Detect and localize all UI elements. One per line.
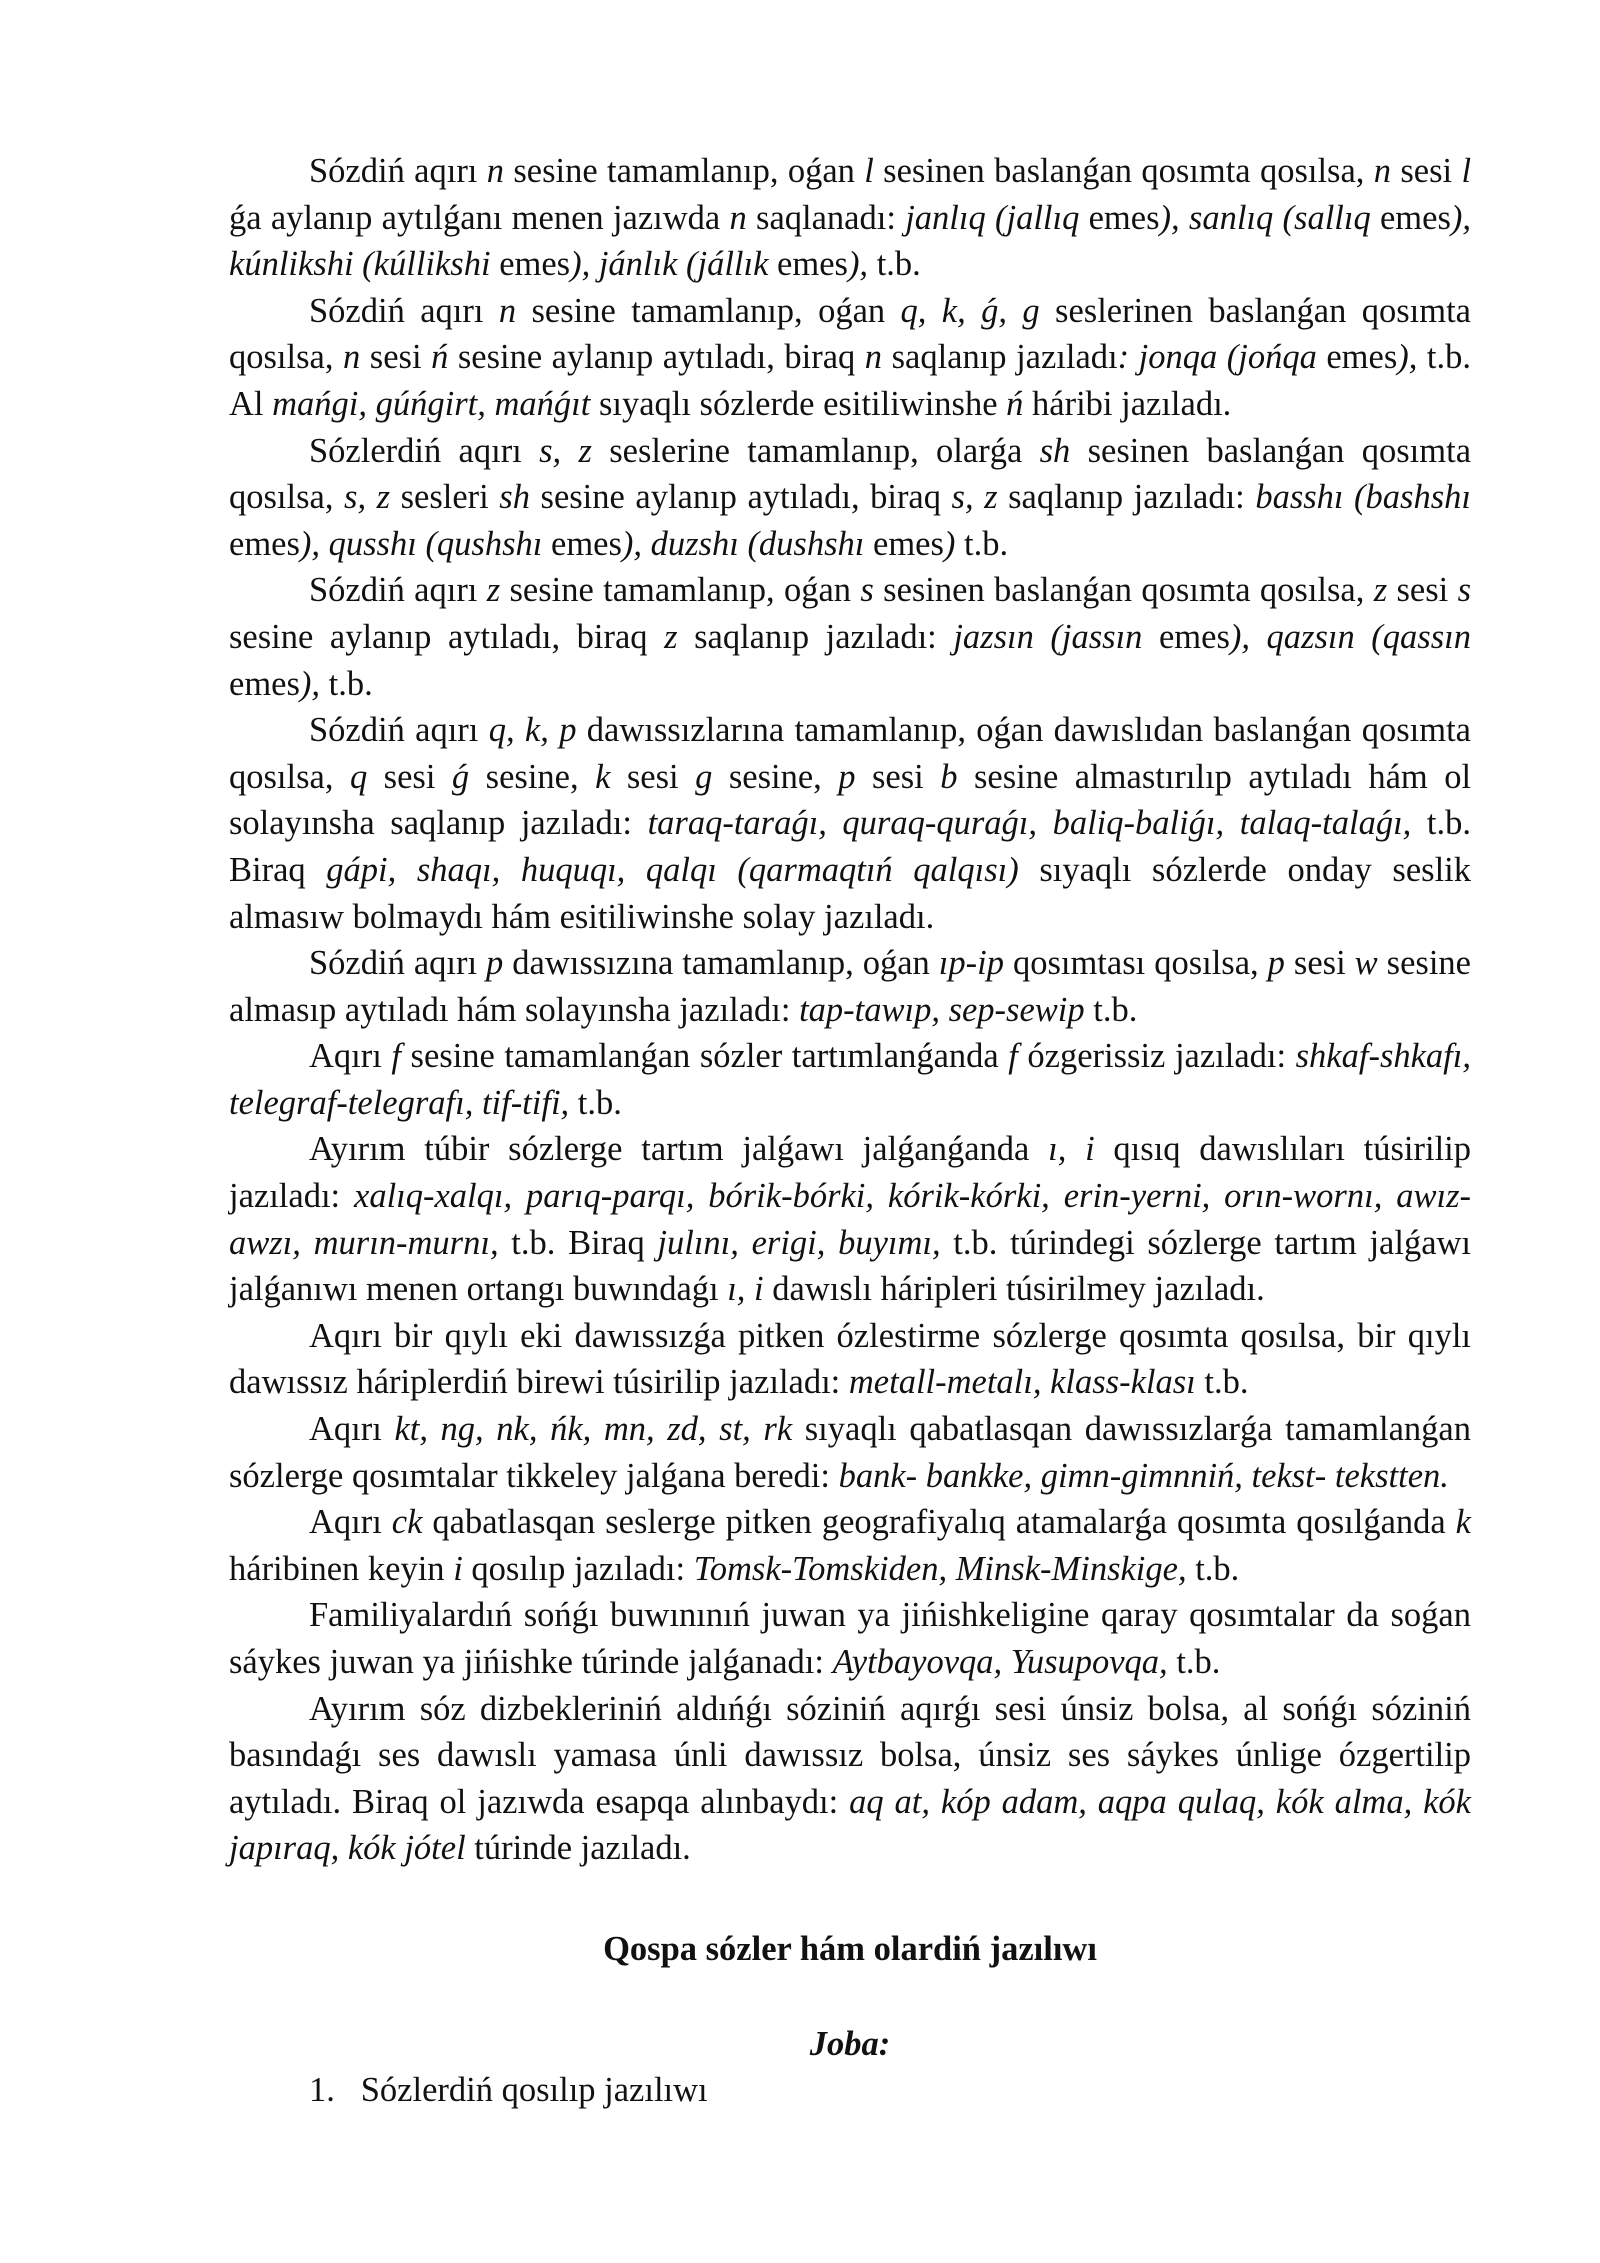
text-run: sesi xyxy=(360,338,432,377)
italic-text: z xyxy=(664,617,678,656)
italic-text: sh xyxy=(1039,431,1071,470)
italic-text: gápi, shaqı, huquqı, qalqı (qarmaqtıń qalqısı) xyxy=(326,850,1019,889)
text-run: sıyaqlı qabatlasqan dawıssızlarǵa tamamlanǵan sózlerge qosımtalar tikkeley jalǵana beredi: xyxy=(229,1410,1471,1495)
text-run: sesi xyxy=(1284,944,1355,983)
text-run: dawıssızlarına tamamlanıp, oǵan dawıslıdan baslanǵan qosımta qosılsa, xyxy=(229,711,1471,796)
italic-text: ), xyxy=(847,245,869,284)
list-item-number: 1. xyxy=(309,2071,335,2110)
text-run: seslerinen baslanǵan qosımta qosılsa, xyxy=(229,291,1471,377)
paragraph xyxy=(229,1499,1471,1592)
text-run: t.b. xyxy=(955,524,1009,563)
text-run: emes xyxy=(490,245,571,284)
italic-text: ı, i xyxy=(727,1270,764,1309)
text-run: t.b. xyxy=(868,245,921,284)
body-text xyxy=(229,148,1471,1872)
paragraph xyxy=(229,1406,1471,1499)
text-run: t.b. Biraq xyxy=(229,804,1471,889)
text-run: sesine, xyxy=(712,757,839,796)
italic-text: tap-tawıp, sep-sewip xyxy=(799,990,1085,1029)
paragraph xyxy=(229,1313,1471,1406)
text-run: Aqırı xyxy=(309,1503,392,1542)
italic-text: ń xyxy=(431,338,449,377)
text-run: sesinen baslanǵan qosımta qosılsa, xyxy=(229,431,1472,517)
italic-text: sh xyxy=(499,478,530,517)
paragraph xyxy=(229,428,1471,568)
italic-text: n xyxy=(498,291,517,330)
text-run: Sózlerdiń aqırı xyxy=(309,431,540,470)
italic-text: Aytbayovqa, Yusupovqa, xyxy=(832,1643,1168,1681)
italic-text: ), jánlık (jállık xyxy=(570,245,769,284)
text-run: sesine almastırılıp aytıladı hám ol solayınsha saqlanıp jazıladı: xyxy=(229,757,1472,843)
italic-text: l xyxy=(864,152,874,190)
text-run: sesine aylanıp aytıladı, biraq xyxy=(529,478,952,517)
text-run: emes xyxy=(768,245,848,284)
text-run: saqlanıp jazıladı: xyxy=(677,617,954,656)
text-run: Aqırı bir qıylı eki dawıssızǵa pitken ózlestirme sózlerge qosımta qosılsa, bir qıylı dawıssız háriplerdiń birewi túsirilip jazıladı: xyxy=(229,1316,1471,1402)
text-run: t.b. xyxy=(1195,1363,1249,1402)
text-run: sesine almasıp aytıladı hám solayınsha jazıladı: xyxy=(229,944,1471,1029)
italic-text: ), xyxy=(299,664,321,703)
text-run: sesine tamamlanıp, oǵan xyxy=(500,571,861,610)
text-run: sesine, xyxy=(469,757,596,796)
text-run: t.b. Al xyxy=(229,338,1471,423)
text-run: sesine tamamlanıp, oǵan xyxy=(516,291,901,330)
italic-text: jazsın (jassın xyxy=(953,617,1143,656)
italic-text: l xyxy=(1461,152,1472,190)
italic-text: f xyxy=(1008,1037,1018,1076)
text-run: t.b. Biraq xyxy=(498,1223,658,1262)
italic-text: ǵ xyxy=(451,757,470,796)
italic-text: p xyxy=(838,757,856,796)
italic-text: s xyxy=(860,571,874,610)
text-run: sesinen baslanǵan qosımta qosılsa, xyxy=(873,152,1374,190)
italic-text: ), duzshı (dushshı xyxy=(621,524,865,563)
italic-text: : jonqa (jońqa xyxy=(1117,338,1317,377)
italic-text: mańgi, gúńgirt, mańǵıt xyxy=(272,384,591,423)
italic-text: ), qusshı (qushshı xyxy=(299,524,543,563)
text-run: sesine aylanıp aytıladı, biraq xyxy=(448,338,865,377)
italic-text: Tomsk-Tomskiden, Minsk-Minskige, xyxy=(693,1549,1187,1588)
italic-text: n xyxy=(486,152,504,190)
paragraph xyxy=(229,1033,1471,1126)
text-run: sesi xyxy=(1391,152,1462,190)
text-run: sıyaqlı sózlerde onday seslik almasıw bolmaydı hám esitiliwinshe solay jazıladı. xyxy=(229,850,1471,936)
italic-text: s, z xyxy=(951,478,998,517)
italic-text: q xyxy=(349,757,368,796)
text-run: qosımtası qosılsa, xyxy=(1003,944,1268,983)
section-heading: Qospa sózler hám olardiń jazılıwı xyxy=(603,1929,1097,1968)
plan-list xyxy=(229,2067,1471,2114)
text-run: t.b. xyxy=(1186,1549,1240,1588)
italic-text: bank- bankke, gimn-gimnniń, tekst- tekstten. xyxy=(838,1456,1449,1495)
document-page xyxy=(229,148,1471,2114)
text-run: saqlanıp jazıladı xyxy=(882,338,1118,377)
italic-text: janlıq (jallıq xyxy=(905,198,1080,237)
text-run: sesine aylanıp aytıladı, biraq xyxy=(229,617,665,656)
italic-text: q, k, p xyxy=(488,711,577,750)
italic-text: w xyxy=(1354,944,1378,983)
italic-text: n xyxy=(864,338,883,377)
plan-title: Joba: xyxy=(809,2024,891,2063)
italic-text: g xyxy=(695,757,713,796)
paragraph xyxy=(229,1126,1471,1312)
text-run: dawıslı háripleri túsirilmey jazıladı. xyxy=(763,1270,1265,1309)
italic-text: f xyxy=(391,1037,401,1076)
text-run: emes xyxy=(864,524,944,563)
italic-text: q, k, ǵ, g xyxy=(900,291,1040,330)
text-run: Ayırım túbir sózlerge tartım jalǵawı jalǵanǵanda xyxy=(309,1130,1049,1169)
text-run: emes xyxy=(542,524,622,563)
text-run: háribinen keyin xyxy=(229,1549,454,1588)
text-run: sesinen baslanǵan qosımta qosılsa, xyxy=(873,571,1374,610)
paragraph xyxy=(229,567,1471,707)
text-run: ǵa aylanıp aytılǵanı menen jazıwda xyxy=(229,198,730,237)
text-run: t.b. xyxy=(569,1083,622,1122)
italic-text: ), xyxy=(1397,338,1418,377)
italic-text: ıp-ip xyxy=(938,944,1004,983)
italic-text: s xyxy=(1457,571,1471,610)
italic-text: ) xyxy=(943,524,956,563)
text-run: Sózdiń aqırı xyxy=(309,571,487,610)
italic-text: ck xyxy=(391,1503,423,1542)
italic-text: p xyxy=(486,944,504,983)
text-run: Aqırı xyxy=(309,1410,395,1449)
list-item-text: Sózlerdiń qosılıp jazılıwı xyxy=(360,2071,708,2110)
italic-text: basshı (bashshı xyxy=(1255,478,1471,517)
text-run: sesleri xyxy=(390,478,500,517)
italic-text: ń xyxy=(1006,384,1024,423)
text-run: sesi xyxy=(610,757,696,796)
text-run: sıyaqlı sózlerde esitiliwinshe xyxy=(590,384,1007,423)
text-run: Sózdiń aqırı xyxy=(309,152,487,190)
text-run: Ayırım sóz dizbekleriniń aldıńǵı sóziniń aqırǵı sesi únsiz bolsa, al sońǵı sóziniń basındaǵı ses dawıslı yamasa únli dawıssız bolsa, únsiz ses sáykes únlige ózgertilip aytıladı. Biraq ol jazıwda esapqa alınbaydı: xyxy=(229,1689,1471,1821)
italic-text: i xyxy=(453,1549,463,1588)
text-run: emes xyxy=(1370,198,1451,237)
italic-text: kt, ng, nk, ńk, mn, zd, st, rk xyxy=(394,1410,793,1449)
italic-text: aq at, kóp adam, aqpa qulaq, kók alma, kók japıraq, kók jótel xyxy=(229,1782,1471,1868)
italic-text: z xyxy=(486,571,501,610)
italic-text: p xyxy=(1267,944,1285,983)
paragraph xyxy=(229,940,1471,1033)
italic-text: b xyxy=(940,757,958,796)
text-run: t.b. xyxy=(1084,990,1138,1029)
text-run: sesi xyxy=(367,757,452,796)
text-run: emes xyxy=(1316,338,1398,377)
text-run: t.b. túrindegi sózlerge tartım jalǵawı jalǵanıwı menen ortangı buwındaǵı xyxy=(229,1223,1472,1309)
list-item xyxy=(229,2067,1471,2114)
italic-text: n xyxy=(729,198,747,237)
italic-text: ı, i xyxy=(1048,1130,1095,1169)
italic-text: z xyxy=(1373,571,1388,610)
italic-text: s, z xyxy=(539,431,592,470)
italic-text: taraq-taraǵı, quraq-quraǵı, baliq-baliǵı, talaq-talaǵı, xyxy=(647,804,1412,843)
text-run: seslerine tamamlanıp, olarǵa xyxy=(591,431,1040,470)
italic-text: shkaf-shkafı, telegraf-telegrafı, tif-tifi, xyxy=(229,1037,1471,1122)
paragraph xyxy=(229,707,1471,940)
italic-text: k xyxy=(595,757,611,796)
text-run: sesi xyxy=(855,757,941,796)
text-run: háribi jazıladı. xyxy=(1023,384,1232,423)
paragraph xyxy=(229,148,1471,288)
paragraph xyxy=(229,288,1471,428)
italic-text: k xyxy=(1455,1503,1471,1542)
italic-text: ), qazsın (qassın xyxy=(1229,617,1471,656)
italic-text: julını, erigi, buyımı, xyxy=(657,1223,941,1262)
text-run: emes xyxy=(1079,198,1160,237)
text-run: emes xyxy=(229,664,300,703)
text-run: dawıssızına tamamlanıp, oǵan xyxy=(503,944,939,983)
italic-text: n xyxy=(343,338,361,377)
paragraph xyxy=(229,1592,1471,1685)
text-run: Sózdiń aqırı xyxy=(309,291,499,330)
text-run: sesine tamamlanıp, oǵan xyxy=(504,152,865,190)
text-run: ózgerissiz jazıladı: xyxy=(1017,1037,1296,1076)
text-run: qabatlasqan seslerge pitken geografiyalıq atamalarǵa qosımta qosılǵanda xyxy=(422,1503,1456,1542)
text-run: t.b. xyxy=(320,664,373,703)
text-run: emes xyxy=(229,524,300,563)
italic-text: n xyxy=(1373,152,1391,190)
text-run: Aqırı xyxy=(309,1037,392,1076)
text-run: túrinde jazıladı. xyxy=(465,1829,691,1868)
text-run: Familiyalardıń sońǵı buwınınıń juwan ya jińishkeligine qaray qosımtalar da soǵan sáykes juwan ya jińishke túrinde jalǵanadı: xyxy=(229,1596,1471,1681)
italic-text: metall-metalı, klass-klası xyxy=(848,1363,1196,1402)
text-run: sesi xyxy=(1387,571,1458,610)
text-run: qısıq dawıslıları túsirilip jazıladı: xyxy=(229,1130,1472,1216)
text-run: Sózdiń aqırı xyxy=(309,711,489,750)
italic-text: s, z xyxy=(344,478,391,517)
italic-text: ), kúnlikshi (kúllikshi xyxy=(229,198,1471,284)
text-run: sesine tamamlanǵan sózler tartımlanǵanda xyxy=(400,1037,1009,1076)
text-run: saqlanıp jazıladı: xyxy=(997,478,1256,517)
text-run: Sózdiń aqırı xyxy=(309,944,487,983)
italic-text: ), sanlıq (sallıq xyxy=(1159,198,1371,237)
italic-text: xalıq-xalqı, parıq-parqı, bórik-bórki, kórik-kórki, erin-yerni, orın-wornı, awız-awzı, murın-murnı, xyxy=(229,1177,1471,1262)
text-run: emes xyxy=(1142,617,1230,656)
text-run: t.b. xyxy=(1167,1643,1221,1681)
paragraph xyxy=(229,1686,1471,1872)
text-run: saqlanadı: xyxy=(746,198,906,237)
text-run: qosılıp jazıladı: xyxy=(462,1549,694,1588)
